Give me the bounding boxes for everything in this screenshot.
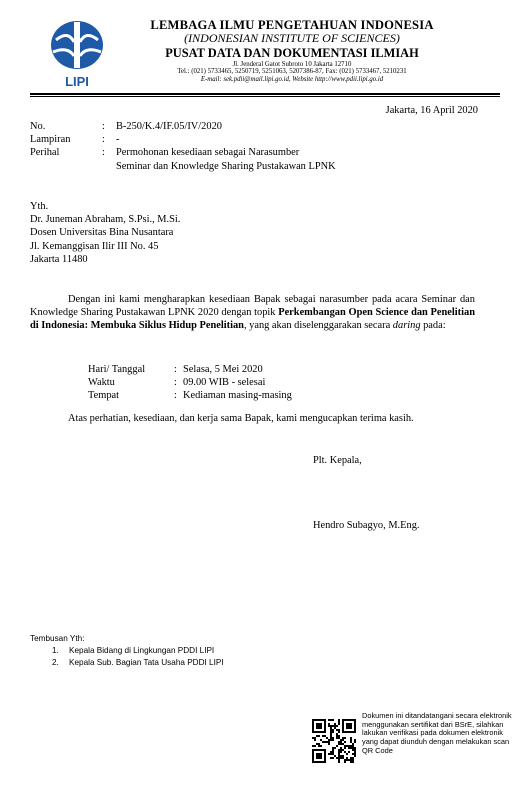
- cc-text: Kepala Bidang di Lingkungan PDDI LIPI: [69, 646, 215, 655]
- letter-meta: [30, 120, 336, 173]
- cc-block: [30, 633, 224, 669]
- recipient-block: [30, 200, 180, 266]
- meta-value: B-250/K.4/IF.05/IV/2020: [116, 121, 222, 132]
- meta-key: No.: [30, 121, 46, 132]
- meta-value: Permohonan kesediaan sebagai Narasumber: [116, 147, 300, 159]
- meta-row: [30, 120, 336, 133]
- meta-row: [30, 133, 336, 146]
- closing-sentence: Atas perhatian, kesediaan, dan kerja sama Bapak, kami mengucapkan terima kasih.: [68, 413, 414, 424]
- cc-item: [30, 657, 224, 669]
- meta-value: -: [116, 134, 120, 146]
- schedule-sep: :: [174, 377, 177, 389]
- recipient-line: Yth.: [30, 201, 49, 212]
- schedule-block: [88, 363, 292, 403]
- paragraph-text: , yang akan diselenggarakan secara: [243, 320, 393, 332]
- schedule-key: Hari/ Tanggal: [88, 364, 146, 375]
- schedule-value: Kediaman masing-masing: [183, 390, 292, 402]
- meta-key: Lampiran: [30, 134, 71, 146]
- meta-row: [30, 160, 336, 173]
- paragraph-text: pada:: [420, 320, 446, 332]
- header-rule-thin: [30, 96, 500, 97]
- schedule-value: 09.00 WIB - selesai: [183, 377, 266, 389]
- cc-number: 2.: [52, 658, 59, 667]
- meta-sep: :: [102, 147, 105, 159]
- meta-sep: :: [102, 121, 105, 132]
- e-signature-note: Dokumen ini ditandatangani secara elektronik menggunakan sertifikat dari BSrE, silahkan lakukan verifikasi pada dokumen elektronik yang dapat diunduh dengan melakukan scan QR Code: [362, 711, 512, 755]
- schedule-row: [88, 376, 292, 389]
- schedule-sep: :: [174, 390, 177, 402]
- qr-code-image: [312, 719, 356, 763]
- org-name-en: (INDONESIAN INSTITUTE OF SCIENCES): [184, 31, 400, 46]
- meta-value: Seminar dan Knowledge Sharing Pustakawan LPNK: [116, 160, 336, 172]
- lipi-logo: [48, 20, 106, 90]
- meta-sep: [102, 160, 116, 173]
- schedule-value: Selasa, 5 Mei 2020: [183, 364, 263, 375]
- recipient-line: Jl. Kemanggisan Ilir III No. 45: [30, 240, 159, 252]
- paragraph-topic: Perkembangan Open Science dan Penelitian di Indonesia: Membuka Siklus Hidup Penelitian: [30, 307, 475, 332]
- org-name: LEMBAGA ILMU PENGETAHUAN INDONESIA: [150, 18, 434, 32]
- meta-key: [30, 160, 102, 173]
- meta-key: Perihal: [30, 147, 60, 159]
- logo-text: LIPI: [65, 74, 89, 89]
- header-rule-thick: [30, 93, 500, 95]
- recipient-line: Jakarta 11480: [30, 253, 88, 265]
- schedule-key: Waktu: [88, 377, 115, 389]
- letterhead: [122, 18, 462, 84]
- letter-date: Jakarta, 16 April 2020: [385, 105, 478, 116]
- cc-item: [30, 645, 224, 657]
- schedule-row: [88, 389, 292, 402]
- meta-row: [30, 146, 336, 159]
- paragraph-text: Dengan ini kami mengharapkan kesediaan Bapak sebagai narasumber pada acara Seminar dan Knowledge Sharing Pustakawan LPNK 2020 dengan topik: [30, 294, 475, 319]
- schedule-row: [88, 363, 292, 376]
- cc-number: 1.: [52, 646, 59, 655]
- recipient-line: Dosen Universitas Bina Nusantara: [30, 227, 174, 239]
- email-web: E-mail: sek.pdii@mail.lipi.go.id, Website http://www.pdii.lipi.go.id: [200, 76, 384, 84]
- phone-fax: Tel.: (021) 5733465, 5250719, 5251063, 5207386-87, Fax: (021) 5733467, 5210231: [177, 68, 407, 76]
- schedule-sep: :: [174, 364, 177, 375]
- cc-title: Tembusan Yth:: [30, 634, 85, 643]
- unit-name: PUSAT DATA DAN DOKUMENTASI ILMIAH: [165, 46, 419, 61]
- body-paragraph: [30, 293, 475, 333]
- address: Jl. Jenderal Gatot Subroto 10 Jakarta 12710: [232, 60, 352, 68]
- paragraph-mode: daring: [392, 320, 421, 332]
- qr-code[interactable]: [312, 719, 356, 763]
- signer-name: Hendro Subagyo, M.Eng.: [313, 520, 420, 531]
- recipient-line: Dr. Juneman Abraham, S.Psi., M.Si.: [30, 214, 181, 226]
- meta-sep: :: [102, 134, 105, 146]
- cc-text: Kepala Sub. Bagian Tata Usaha PDDI LIPI: [69, 658, 224, 667]
- signer-title: Plt. Kepala,: [313, 455, 362, 466]
- schedule-key: Tempat: [88, 390, 120, 402]
